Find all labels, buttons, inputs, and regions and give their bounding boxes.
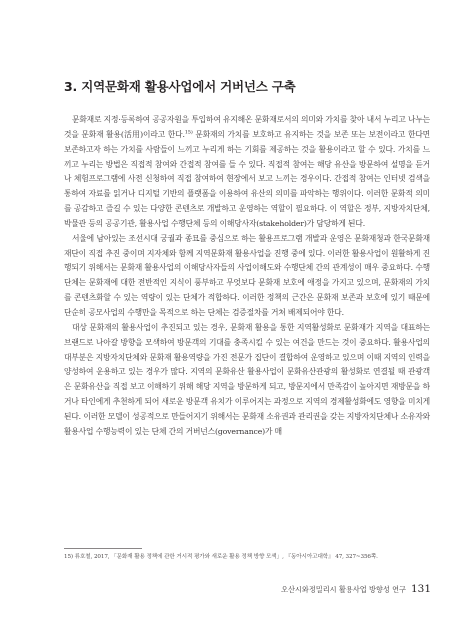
- section-title: 3. 지역문화재 활용사업에서 거버넌스 구축: [64, 79, 296, 94]
- paragraph-1: [64, 113, 430, 232]
- paragraph-1-text: 문화재로 지정·등록하여 공공자원을 투입하여 유지해온 문화재로서의 의미와 가치를 찾아 내서 누리고 나누는 것을 문화재 활용(活用)이라고 한다.: [64, 115, 430, 139]
- running-footer: [281, 583, 431, 595]
- journal-title: 오산시와정밀리시 활용사업 방향성 연구: [281, 585, 406, 594]
- footnote: 15) 류호철, 2017, 「문화재 활용 정책에 관한 거시적 평가와 새로운 활용 정책 방향 모색」, 『동아시아고대학』 47, 327~356쪽.: [64, 554, 378, 560]
- footnote-divider: [64, 548, 142, 549]
- body-text: [64, 113, 430, 440]
- paragraph-3: 대상 문화재의 활용사업이 추진되고 있는 경우, 문화재 활용을 통한 지역활성화로 문화재가 지역을 대표하는 브랜드로 나아갈 방향을 모색하여 방문객의 기대를 충족시킬 수 있는 여건을 만드는 것이 중요하다. 활용사업의 대부분은 지방자치단체와 문화재 활용역량을 가진 전문가 집단이 결합하여 운영하고 있으며 이때 지역의 인력을 양성하여 운용하고 있는 경우가 많다. 지역의 문화유산 활용사업이 문화유산관광의 활성화로 연결될 때 관광객은 문화유산을 직접 보고 이해하기 위해 해당 지역을 방문하게 되고, 방문지에서 만족감이 높아지면 재방문을 하거나 타인에게 추천하게 되어 새로운 방문객 유치가 이루어지는 과정으로 지역의 경제활성화에도 영향을 미치게 된다. 이러한 모델이 성공적으로 만들어지기 위해서는 문화재 소유권과 관리권을 갖는 지방자치단체나 소유자와 활용사업 수행능력이 있는 단체 간의 거버넌스(governance)가 매: [64, 322, 430, 436]
- page-number: 131: [410, 583, 431, 595]
- footnote-ref[interactable]: 15): [184, 129, 193, 136]
- paragraph-1-text-cont: 문화재의 가치를 보호하고 유지하는 것을 보존 또는 보전이라고 한다면 보존하고자 하는 가치를 사람들이 느끼고 누리게 하는 기회를 제공하는 것을 활용이라고 할 수 있다. 가치를 느끼고 누리는 방법은 직접적 참여와 간접적 참여를 들 수 있다. 직접적 참여는 해당 유산을 방문하여 설명을 듣거나 체험프로그램에 사전 신청하여 직접 참여하여 현장에서 보고 느끼는 경우이다. 간접적 참여는 인터넷 검색을 통하여 자료를 읽거나 디지털 기반의 플랫폼을 이용하여 유산의 의미를 파악하는 행위이다. 이러한 문화적 의미를 공감하고 즐길 수 있는 다양한 콘텐츠로 개발하고 운영하는 역할이 필요하다. 이 역할은 정부, 지방자치단체, 박물관 등의 공공기관, 활용사업 수행단체 등의 이해당사자(stakeholder)가 담당하게 된다.: [64, 129, 430, 228]
- paragraph-2: 서울에 남아있는 조선시대 궁궐과 종묘를 중심으로 하는 활용프로그램 개발과 운영은 문화재청과 한국문화재재단이 직접 추진 중이며 지자체와 함께 지역문화재 활용사업을 진행 중에 있다. 이러한 활용사업이 원활하게 진행되기 위해서는 문화재 활용사업의 이해당사자들의 사업이해도와 수행단체 간의 관계성이 매우 중요하다. 수행단체는 문화재에 대한 전반적인 지식이 풍부하고 무엇보다 문화재 보호에 애정을 가지고 있으며, 문화재의 가치를 콘텐츠화할 수 있는 역량이 있는 단체가 적합하다. 이러한 정책의 근간은 문화재 보존과 보호에 있기 때문에 단순히 공모사업의 수행만을 목적으로 하는 단체는 검증절차를 거쳐 배제되어야 한다.: [64, 233, 430, 317]
